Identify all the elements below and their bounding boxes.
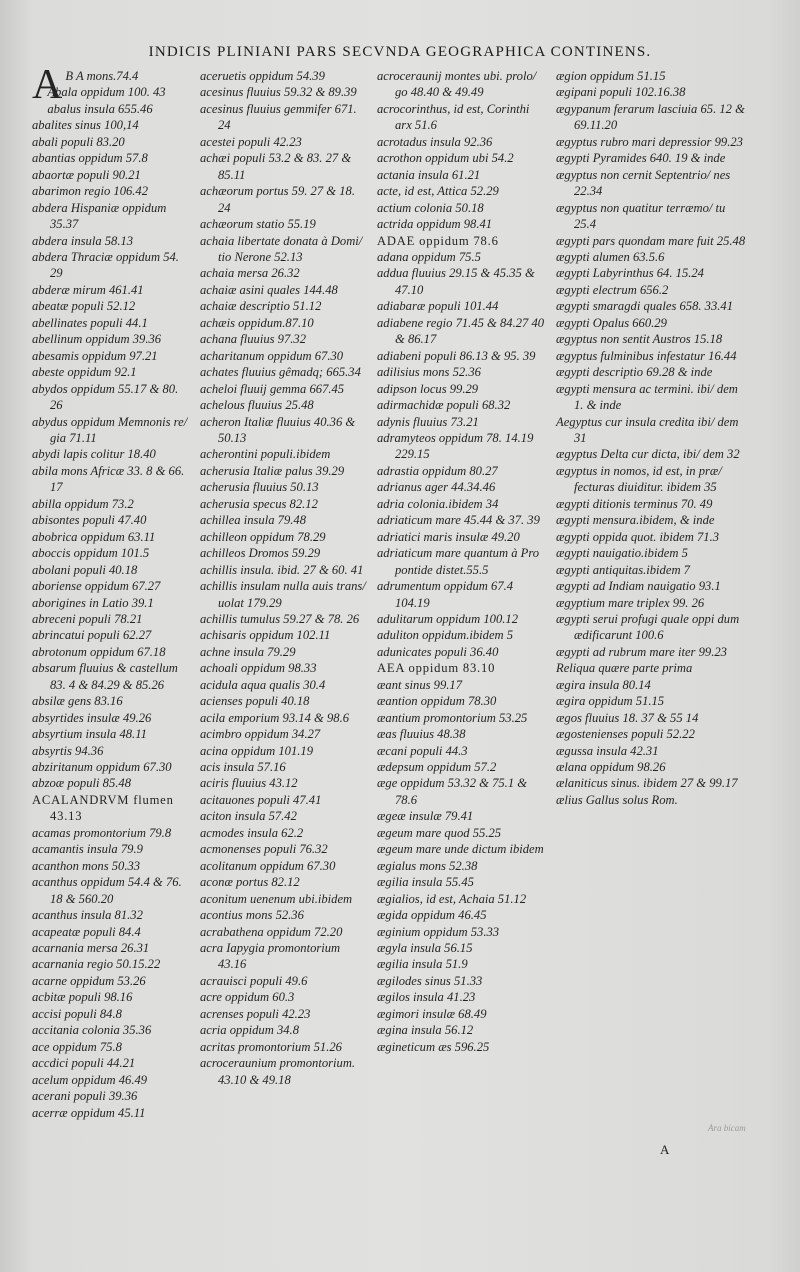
index-entry: abrotonum oppidum 67.18 (32, 644, 166, 659)
index-entry: acarnania regio 50.15.22 (32, 957, 161, 972)
index-entry: acontius mons 52.36 (200, 908, 304, 923)
index-entry: abila mons Africæ 33. 8 & 66. 17 (32, 463, 185, 495)
drop-cap: A (32, 62, 63, 108)
index-entry: acrocorinthus, id est, Corinthi arx 51.6 (377, 101, 530, 133)
index-entry: abantias oppidum 57.8 (32, 151, 148, 166)
index-entry: ægypti mensura ac termini. ibi/ dem 1. & inde (556, 381, 738, 413)
index-entry: abalus insula 655.46 (47, 101, 153, 116)
index-entry: achillis insula. ibid. 27 & 60. 41 (200, 562, 364, 577)
index-entry: ægypti ad rubrum mare iter 99.23 (556, 644, 727, 659)
index-entry: accitania colonia 35.36 (32, 1023, 152, 1038)
index-entry: absarum fluuius & castellum 83. 4 & 84.29 & 85.26 (32, 661, 178, 692)
index-entry: acbitæ populi 98.16 (32, 990, 133, 1005)
index-entry: acroceraunij montes ubi. prolo/ go 48.40 & 49.49 (377, 69, 537, 100)
index-entry: Abala oppidum 100. 43 (47, 85, 166, 100)
index-entry: adirmachidæ populi 68.32 (377, 398, 511, 413)
index-entry: ægostenienses populi 52.22 (556, 727, 695, 742)
index-entry: achana fluuius 97.32 (200, 332, 306, 347)
index-entry: ægira oppidum 51.15 (556, 694, 665, 709)
index-entry: abeatæ populi 52.12 (32, 299, 136, 314)
index-entry: Reliqua quære parte prima (556, 661, 693, 676)
index-entry: ægida oppidum 46.45 (377, 908, 487, 923)
index-entry: ægypti smaragdi quales 658. 33.41 (556, 299, 734, 314)
index-entry: abrincatui populi 62.27 (32, 628, 152, 643)
index-entry: acria oppidum 34.8 (200, 1023, 299, 1038)
index-entry: ælana oppidum 98.26 (556, 760, 666, 775)
index-entry: ægyla insula 56.15 (377, 941, 473, 956)
index-entry: æant sinus 99.17 (377, 677, 463, 692)
index-entry: ægipani populi 102.16.38 (556, 85, 686, 100)
index-entry: abdera insula 58.13 (32, 233, 134, 248)
index-entry: abdera Thraciæ oppidum 54. 29 (32, 249, 179, 281)
index-entry: acestei populi 42.23 (200, 134, 302, 149)
index-entry: aconæ portus 82.12 (200, 875, 300, 890)
index-entry: ægos fluuius 18. 37 & 55 14 (556, 710, 699, 725)
index-entry: adilisius mons 52.36 (377, 365, 481, 380)
index-entry: abeste oppidum 92.1 (32, 365, 137, 380)
index-entry: abziritanum oppidum 67.30 (32, 760, 172, 775)
index-entry: acanthus oppidum 54.4 & 76. 18 & 560.20 (32, 875, 182, 906)
index-entry: ægyptus in nomos, id est, in præ/ fecturas diuiditur. ibidem 35 (556, 463, 722, 495)
index-entry: ægypti serui profugi quale oppi dum ædificarunt 100.6 (556, 611, 740, 643)
index-entry: ælaniticus sinus. ibidem 27 & 99.17 (556, 776, 738, 791)
index-entry: acre oppidum 60.3 (200, 990, 295, 1005)
index-entry: abarimon regio 106.42 (32, 184, 149, 199)
index-entry: adulitarum oppidum 100.12 (377, 611, 518, 626)
index-entry: actrida oppidum 98.41 (377, 217, 493, 232)
index-entry: ægyptus rubro mari depressior 99.23 (556, 134, 743, 149)
index-entry: æge oppidum 53.32 & 75.1 & 78.6 (377, 776, 528, 807)
index-entry: abalites sinus 100,14 (32, 118, 139, 133)
index-entry: æantion oppidum 78.30 (377, 694, 497, 709)
index-entry: achæis oppidum.87.10 (200, 315, 314, 330)
index-entry: adynis fluuius 73.21 (377, 414, 479, 429)
index-entry: ægilia insula 51.9 (377, 957, 468, 972)
index-entry: acherusia fluuius 50.13 (200, 480, 319, 495)
index-entry: acina oppidum 101.19 (200, 743, 313, 758)
index-entry: AEA oppidum 83.10 (377, 661, 496, 676)
index-entry: acroceraunium promontorium. 43.10 & 49.18 (200, 1056, 356, 1087)
index-entry: ace oppidum 75.8 (32, 1039, 122, 1054)
index-entry: adiabaræ populi 101.44 (377, 299, 499, 314)
index-entry: æcani populi 44.3 (377, 743, 468, 758)
index-entry: ADAE oppidum 78.6 (377, 233, 499, 248)
index-entry: ægyptus Delta cur dicta, ibi/ dem 32 (556, 447, 740, 462)
index-entry: aciris fluuius 43.12 (200, 776, 298, 791)
index-entry: ægypti Opalus 660.29 (556, 315, 667, 330)
index-entry: aduliton oppidum.ibidem 5 (377, 628, 514, 643)
index-entry: abderæ mirum 461.41 (32, 282, 144, 297)
index-entry: ægypti descriptio 69.28 & inde (556, 365, 713, 380)
index-entry: acitauones populi 47.41 (200, 792, 322, 807)
index-entry: acamantis insula 79.9 (32, 842, 143, 857)
index-entry: aciton insula 57.42 (200, 809, 297, 824)
index-entry: acila emporium 93.14 & 98.6 (200, 710, 350, 725)
index-entry: absyrtides insulæ 49.26 (32, 710, 152, 725)
index-entry: acheloi fluuij gemma 667.45 (200, 381, 345, 396)
index-entry: abydus oppidum Memnonis re/ gia 71.11 (32, 414, 188, 445)
index-entry: achaiæ asini quales 144.48 (200, 282, 338, 297)
index-entry: ægion oppidum 51.15 (556, 69, 666, 83)
index-entry: abali populi 83.20 (32, 134, 125, 149)
index-column-1 (32, 62, 192, 1121)
index-entry: achillis insulam nulla auis trans/ uolat 179.29 (200, 579, 366, 610)
index-entry: abreceni populi 78.21 (32, 611, 143, 626)
index-entry: Aegyptus cur insula credita ibi/ dem 31 (556, 414, 739, 445)
index-entry: acmodes insula 62.2 (200, 825, 304, 840)
index-entry: ægyptium mare triplex 99. 26 (556, 595, 705, 610)
index-entry: adrumentum oppidum 67.4 104.19 (377, 579, 514, 610)
index-entry: achaia libertate donata à Domi/ tio Nerone 52.13 (200, 233, 363, 264)
index-entry: acolitanum oppidum 67.30 (200, 858, 336, 873)
index-entry: ægilodes sinus 51.33 (377, 973, 483, 988)
index-entry: acerani populi 39.36 (32, 1089, 138, 1104)
index-entry: acerræ oppidum 45.11 (32, 1105, 146, 1120)
index-entry: acharitanum oppidum 67.30 (200, 348, 344, 363)
index-entry: ægypti nauigatio.ibidem 5 (556, 546, 688, 561)
index-entry: achillea insula 79.48 (200, 513, 306, 528)
index-entry: achæorum statio 55.19 (200, 217, 316, 232)
index-entry: acritas promontorium 51.26 (200, 1039, 342, 1054)
index-entry: adipson locus 99.29 (377, 381, 479, 396)
index-entry: acrauisci populi 49.6 (200, 973, 308, 988)
index-entry: adiabeni populi 86.13 & 95. 39 (377, 348, 536, 363)
index-entry: abydos oppidum 55.17 & 80. 26 (32, 381, 179, 413)
index-entry: ægineticum æs 596.25 (377, 1039, 490, 1054)
index-entry: absyrtis 94.36 (32, 743, 104, 758)
index-column-2 (200, 68, 368, 1088)
index-entry: achilleon oppidum 78.29 (200, 529, 326, 544)
index-entry: ægussa insula 42.31 (556, 743, 659, 758)
index-entry: acrothon oppidum ubi 54.2 (377, 151, 514, 166)
index-entry: ægypti ditionis terminus 70. 49 (556, 496, 713, 511)
index-entry: æantium promontorium 53.25 (377, 710, 528, 725)
index-entry: abilla oppidum 73.2 (32, 496, 134, 511)
index-entry: abzoæ populi 85.48 (32, 776, 132, 791)
first-entry-text: B A mons.74.4 (65, 69, 139, 83)
index-entry: ædepsum oppidum 57.2 (377, 760, 497, 775)
index-entry: abellinates populi 44.1 (32, 315, 148, 330)
margin-note: Ara bicam (708, 1123, 746, 1133)
index-entry: achne insula 79.29 (200, 644, 296, 659)
index-entry: ælius Gallus solus Rom. (556, 792, 678, 807)
index-column-4 (556, 68, 746, 808)
index-entry: ægypti oppida quot. ibidem 71.3 (556, 529, 720, 544)
index-entry: acapeatæ populi 84.4 (32, 924, 141, 939)
index-entry: accisi populi 84.8 (32, 1006, 122, 1021)
index-entry: achillis tumulus 59.27 & 78. 26 (200, 611, 360, 626)
index-entry: ægypti electrum 656.2 (556, 282, 669, 297)
index-entry: adriaticum mare 45.44 & 37. 39 (377, 513, 540, 528)
index-entry: accdici populi 44.21 (32, 1056, 136, 1071)
index-entry: ægeum mare quod 55.25 (377, 825, 502, 840)
index-entry: acamas promontorium 79.8 (32, 825, 172, 840)
index-entry: aceruetis oppidum 54.39 (200, 69, 325, 83)
index-entry: acanthus insula 81.32 (32, 908, 143, 923)
index-entry: absyrtium insula 48.11 (32, 727, 147, 742)
index-entry: ægyptus non quatitur terræmo/ tu 25.4 (556, 200, 726, 232)
index-entry: abydi lapis colitur 18.40 (32, 447, 156, 462)
index-entry: adramyteos oppidum 78. 14.19 229.15 (377, 430, 534, 462)
index-entry: abobrica oppidum 63.11 (32, 529, 156, 544)
index-entry: acherontini populi.ibidem (200, 447, 331, 462)
index-entry: ægypti Pyramides 640. 19 & inde (556, 151, 726, 166)
index-entry: ægyptus non sentit Austros 15.18 (556, 332, 723, 347)
index-entry: achoali oppidum 98.33 (200, 661, 317, 676)
index-entry: achaiæ descriptio 51.12 (200, 299, 322, 314)
index-entry: abisontes populi 47.40 (32, 513, 147, 528)
page-header: INDICIS PLINIANI PARS SECVNDA GEOGRAPHICA CONTINENS. (148, 44, 652, 60)
index-entry: adrianus ager 44.34.46 (377, 480, 496, 495)
index-entry: ægira insula 80.14 (556, 677, 651, 692)
index-entry: adriaticum mare quantum à Pro pontide distet.55.5 (377, 546, 540, 577)
index-entry: acarnania mersa 26.31 (32, 941, 150, 956)
index-entry: acte, id est, Attica 52.29 (377, 184, 499, 199)
index-entry: ægilos insula 41.23 (377, 990, 476, 1005)
index-entry: aboriense oppidum 67.27 (32, 579, 161, 594)
index-entry: abesamis oppidum 97.21 (32, 348, 158, 363)
index-entry: ægimori insulæ 68.49 (377, 1006, 487, 1021)
index-entry: abolani populi 40.18 (32, 562, 138, 577)
index-entry: ægypti mensura.ibidem, & inde (556, 513, 715, 528)
index-entry: aboccis oppidum 101.5 (32, 546, 150, 561)
index-entry: ægilia insula 55.45 (377, 875, 474, 890)
index-entry: acarne oppidum 53.26 (32, 973, 146, 988)
index-entry: abdera Hispaniæ oppidum 35.37 (32, 200, 167, 232)
index-column-3 (377, 68, 549, 1055)
index-entry: ægeum mare unde dictum ibidem (377, 842, 544, 857)
index-entry: adunicates populi 36.40 (377, 644, 499, 659)
index-entry: acmonenses populi 76.32 (200, 842, 328, 857)
index-entry: acelum oppidum 46.49 (32, 1072, 148, 1087)
index-entry: achilleos Dromos 59.29 (200, 546, 321, 561)
index-entry: acesinus fluuius gemmifer 671. 24 (200, 101, 357, 133)
index-entry: adiabene regio 71.45 & 84.27 40 & 86.17 (377, 315, 545, 347)
index-entry: acis insula 57.16 (200, 760, 286, 775)
index-entry: abellinum oppidum 39.36 (32, 332, 162, 347)
index-entry: ægialios, id est, Achaia 51.12 (377, 891, 527, 906)
index-entry: æas fluuius 48.38 (377, 727, 466, 742)
catchword: A (660, 1142, 670, 1157)
index-entry: actium colonia 50.18 (377, 200, 484, 215)
index-entry: abaortæ populi 90.21 (32, 167, 141, 182)
index-entry: æginium oppidum 53.33 (377, 924, 500, 939)
index-entry: achelous fluuius 25.48 (200, 398, 314, 413)
index-entry: absilæ gens 83.16 (32, 694, 123, 709)
index-entry: aborigines in Latio 39.1 (32, 595, 154, 610)
index-entry: acanthon mons 50.33 (32, 858, 141, 873)
index-entry: adrastia oppidum 80.27 (377, 463, 498, 478)
index-entry: adria colonia.ibidem 34 (377, 496, 499, 511)
index-entry: acrabathena oppidum 72.20 (200, 924, 343, 939)
index-entry: acherusia specus 82.12 (200, 496, 318, 511)
index-entry: ægypti alumen 63.5.6 (556, 249, 665, 264)
index-entry: ægypanum ferarum lasciuia 65. 12 & 69.11.20 (556, 101, 745, 133)
index-entry: aconitum uenenum ubi.ibidem (200, 891, 353, 906)
index-entry: actania insula 61.21 (377, 167, 481, 182)
index-entry: acimbro oppidum 34.27 (200, 727, 321, 742)
index-entry: addua fluuius 29.15 & 45.35 & 47.10 (377, 266, 535, 297)
index-entry: adana oppidum 75.5 (377, 249, 481, 264)
index-entry: adriatici maris insulæ 49.20 (377, 529, 520, 544)
index-entry: ACALANDRVM flumen 43.13 (32, 792, 174, 824)
index-entry: ægypti pars quondam mare fuit 25.48 (556, 233, 746, 248)
index-entry: ægeæ insulæ 79.41 (377, 809, 474, 824)
index-entry: acesinus fluuius 59.32 & 89.39 (200, 85, 357, 100)
index-entry: ægina insula 56.12 (377, 1023, 474, 1038)
index-entry: achaia mersa 26.32 (200, 266, 300, 281)
index-entry: ægypti Labyrinthus 64. 15.24 (556, 266, 704, 281)
index-entry: achates fluuius gêmadq; 665.34 (200, 365, 361, 380)
index-entry: ægyptus non cernit Septentrio/ nes 22.34 (556, 167, 731, 199)
index-entry: acienses populi 40.18 (200, 694, 310, 709)
index-entry: acra Iapygia promontorium 43.16 (200, 941, 341, 972)
index-entry: acidula aqua qualis 30.4 (200, 677, 326, 692)
index-entry: acheron Italiæ fluuius 40.36 & 50.13 (200, 414, 356, 445)
index-entry: achisaris oppidum 102.11 (200, 628, 331, 643)
index-entry: ægialus mons 52.38 (377, 858, 478, 873)
index-entry: ægyptus fulminibus infestatur 16.44 (556, 348, 737, 363)
index-entry: achæorum portus 59. 27 & 18. 24 (200, 184, 355, 215)
index-entry: achæi populi 53.2 & 83. 27 & 85.11 (200, 151, 352, 182)
index-entry: acrenses populi 42.23 (200, 1006, 311, 1021)
index-entry: ægypti ad Indiam nauigatio 93.1 (556, 579, 721, 594)
index-entry: ægypti antiquitas.ibidem 7 (556, 562, 690, 577)
index-entry: acrotadus insula 92.36 (377, 134, 493, 149)
index-entry: acherusia Italiæ palus 39.29 (200, 463, 345, 478)
